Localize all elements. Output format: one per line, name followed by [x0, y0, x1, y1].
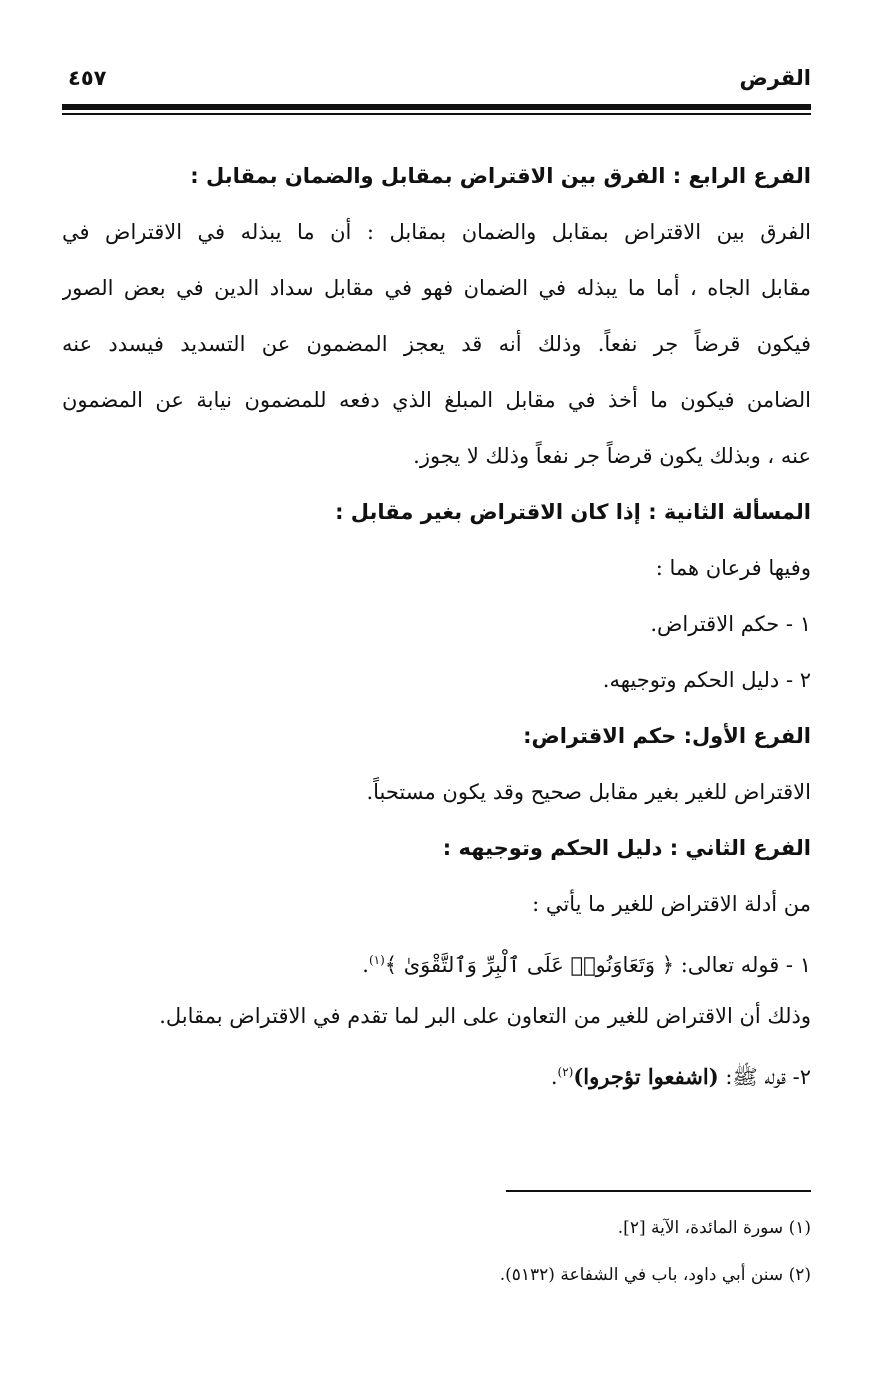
hadith-quote: (اشفعوا تؤجروا) — [573, 1064, 719, 1089]
quran-quote: ﴿ وَتَعَاوَنُوا۟ عَلَى ٱلْبِرِّ وَٱلتَّقْوَىٰ ﴾ — [384, 953, 675, 977]
evidence-item — [62, 1044, 811, 1100]
footnotes — [62, 1205, 811, 1299]
paragraph-line: مقابل الجاه ، أما ما يبذله في الضمان فهو في مقابل سداد الدين في بعض الصور — [62, 276, 811, 300]
section-heading: الفرع الأول: حكم الاقتراض: — [523, 724, 811, 748]
evidence-item — [62, 932, 811, 988]
section-heading: المسألة الثانية : إذا كان الاقتراض بغير مقابل : — [335, 500, 811, 524]
paragraph-line: من أدلة الاقتراض للغير ما يأتي : — [532, 892, 811, 916]
paragraph-line: فيكون قرضاً جر نفعاً. وذلك أنه قد يعجز المضمون عن التسديد فيسدد عنه — [62, 332, 811, 356]
paragraph-line: الفرق بين الاقتراض بمقابل والضمان بمقابل : أن ما يبذله في الاقتراض في — [62, 220, 811, 244]
section-heading: الفرع الرابع : الفرق بين الاقتراض بمقابل والضمان بمقابل : — [190, 164, 811, 188]
page-number: ٤٥٧ — [68, 66, 107, 90]
footnote-rule — [506, 1190, 811, 1192]
section-heading: الفرع الثاني : دليل الحكم وتوجيهه : — [442, 836, 811, 860]
footnote-ref: (١) — [368, 953, 385, 967]
footnote: (١) سورة المائدة، الآية [٢]. — [617, 1218, 811, 1238]
header-rule-thick — [62, 104, 811, 110]
paragraph-line: عنه ، وبذلك يكون قرضاً جر نفعاً وذلك لا يجوز. — [413, 444, 811, 468]
paragraph-line: الاقتراض للغير بغير مقابل صحيح وقد يكون مستحباً. — [366, 780, 811, 804]
footnote-ref: (٢) — [557, 1065, 574, 1079]
punctuation: . — [550, 1065, 558, 1089]
footnote: (٢) سنن أبي داود، باب في الشفاعة (٥١٣٢). — [499, 1265, 811, 1285]
running-title: القرض — [739, 66, 811, 90]
paragraph-line: الضامن فيكون ما أخذ في مقابل المبلغ الذي دفعه للمضمون نيابة عن المضمون — [62, 388, 811, 412]
paragraph-line: وذلك أن الاقتراض للغير من التعاون على البر لما تقدم في الاقتراض بمقابل. — [159, 1004, 811, 1028]
header-rule-thin — [62, 113, 811, 115]
list-item: ٢ - دليل الحكم وتوجيهه. — [602, 668, 811, 692]
punctuation: . — [362, 953, 369, 977]
list-item: ١ - حكم الاقتراض. — [650, 612, 811, 636]
intro-line: وفيها فرعان هما : — [655, 556, 811, 580]
evidence-prefix: ١ - قوله تعالى: — [674, 953, 811, 977]
body-text — [62, 148, 811, 1100]
evidence-prefix: ٢- قوله ﷺ: — [718, 1065, 811, 1089]
